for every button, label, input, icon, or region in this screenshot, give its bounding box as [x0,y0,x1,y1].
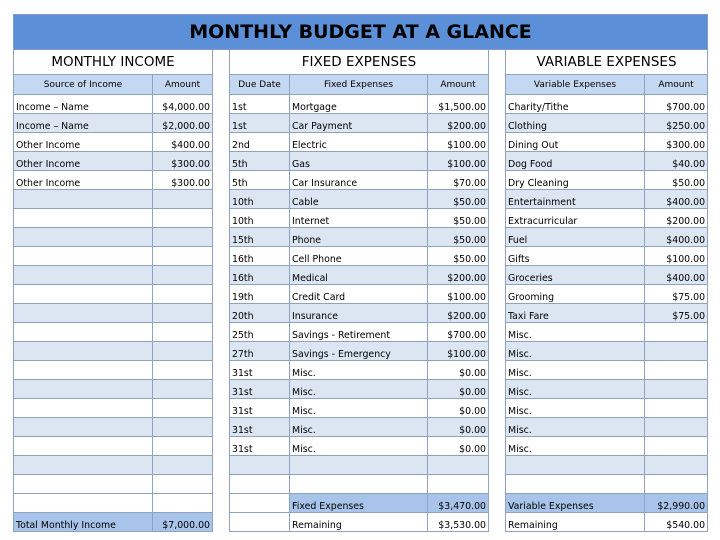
total-income-label: Total Monthly Income [14,513,153,532]
variable-expense-amount-cell[interactable]: $250.00 [645,114,708,133]
variable-expense-amount-cell[interactable]: $400.00 [645,228,708,247]
fixed-expense-amount-cell[interactable]: $200.00 [428,304,489,323]
variable-expense-amount-cell[interactable] [645,361,708,380]
variable-expense-name-cell[interactable]: Taxi Fare [506,304,645,323]
table-row [14,342,708,361]
fixed-expense-name-cell[interactable] [290,475,428,494]
income-source-cell[interactable] [14,342,153,361]
fixed-expense-amount-cell[interactable]: $50.00 [428,247,489,266]
fixed-expense-name-cell[interactable]: Misc. [290,437,428,456]
fixed-expense-amount-cell[interactable]: $0.00 [428,361,489,380]
fixed-expense-amount-cell[interactable]: $50.00 [428,209,489,228]
due-date-cell[interactable]: 31st [230,437,290,456]
variable-expense-name-cell[interactable]: Dog Food [506,152,645,171]
income-source-cell[interactable] [14,418,153,437]
variable-expense-name-cell[interactable]: Misc. [506,380,645,399]
table-row [14,456,708,475]
income-amount-cell[interactable]: $300.00 [153,152,213,171]
variable-expense-name-cell[interactable]: Gifts [506,247,645,266]
fixed-expense-amount-cell[interactable]: $0.00 [428,380,489,399]
income-amount-cell[interactable]: $2,000.00 [153,114,213,133]
fixed-expense-amount-cell[interactable]: $0.00 [428,418,489,437]
fixed-remaining-label: Remaining [290,513,428,532]
fixed-expense-name-cell[interactable]: Car Insurance [290,171,428,190]
table-row [14,266,708,285]
table-row [14,95,708,114]
table-row [14,361,708,380]
variable-expense-amount-cell[interactable] [645,342,708,361]
due-date-cell[interactable]: 31st [230,361,290,380]
col-income-amount: Amount [153,75,213,95]
table-row [14,399,708,418]
fixed-expense-amount-cell[interactable]: $700.00 [428,323,489,342]
income-amount-cell[interactable]: $300.00 [153,171,213,190]
income-source-cell[interactable] [14,285,153,304]
fixed-expenses-heading: FIXED EXPENSES [230,50,489,75]
col-source-of-income: Source of Income [14,75,153,95]
variable-expense-amount-cell[interactable] [645,399,708,418]
fixed-expense-name-cell[interactable]: Credit Card [290,285,428,304]
table-row [14,228,708,247]
fixed-expense-name-cell[interactable]: Car Payment [290,114,428,133]
income-source-cell[interactable] [14,209,153,228]
monthly-income-heading: MONTHLY INCOME [14,50,213,75]
fixed-expense-name-cell[interactable]: Medical [290,266,428,285]
income-amount-cell[interactable] [153,437,213,456]
fixed-expense-amount-cell[interactable] [428,456,489,475]
income-amount-cell[interactable] [153,456,213,475]
table-row [14,285,708,304]
col-due-date: Due Date [230,75,290,95]
income-amount-cell[interactable] [153,266,213,285]
income-amount-cell[interactable] [153,209,213,228]
fixed-expense-name-cell[interactable]: Misc. [290,418,428,437]
due-date-cell[interactable] [230,475,290,494]
due-date-cell[interactable]: 25th [230,323,290,342]
variable-expense-name-cell[interactable]: Entertainment [506,190,645,209]
column-header-row [14,75,708,95]
due-date-cell[interactable]: 2nd [230,133,290,152]
income-source-cell[interactable] [14,190,153,209]
table-row [14,190,708,209]
variable-expense-amount-cell[interactable]: $75.00 [645,285,708,304]
due-date-cell[interactable]: 5th [230,171,290,190]
income-amount-cell[interactable] [153,228,213,247]
income-amount-cell[interactable] [153,361,213,380]
income-amount-cell[interactable] [153,342,213,361]
fixed-remaining-value[interactable]: $3,530.00 [428,513,489,532]
variable-expense-amount-cell[interactable] [645,456,708,475]
income-source-cell[interactable] [14,228,153,247]
total-income-value[interactable]: $7,000.00 [153,513,213,532]
fixed-expense-amount-cell[interactable]: $100.00 [428,342,489,361]
variable-expense-name-cell[interactable]: Misc. [506,399,645,418]
variable-expense-amount-cell[interactable]: $300.00 [645,133,708,152]
variable-expense-amount-cell[interactable]: $400.00 [645,190,708,209]
fixed-expense-amount-cell[interactable]: $200.00 [428,266,489,285]
due-date-cell[interactable]: 31st [230,418,290,437]
variable-expense-name-cell[interactable]: Dining Out [506,133,645,152]
col-fixed-amount: Amount [428,75,489,95]
fixed-expense-amount-cell[interactable]: $0.00 [428,437,489,456]
expense-totals-row [14,494,708,513]
income-amount-cell[interactable] [153,323,213,342]
fixed-expense-name-cell[interactable]: Savings - Emergency [290,342,428,361]
fixed-expense-name-cell[interactable]: Phone [290,228,428,247]
variable-expense-name-cell[interactable] [506,456,645,475]
variable-expense-name-cell[interactable]: Charity/Tithe [506,95,645,114]
variable-expense-amount-cell[interactable]: $100.00 [645,247,708,266]
fixed-expense-name-cell[interactable]: Misc. [290,399,428,418]
table-row [14,437,708,456]
income-source-cell[interactable] [14,266,153,285]
fixed-expense-amount-cell[interactable]: $50.00 [428,190,489,209]
due-date-cell[interactable]: 5th [230,152,290,171]
due-date-cell[interactable]: 16th [230,247,290,266]
col-variable-amount: Amount [645,75,708,95]
variable-expense-name-cell[interactable]: Misc. [506,323,645,342]
variable-expense-amount-cell[interactable] [645,380,708,399]
table-row [14,209,708,228]
variable-remaining-value[interactable]: $540.00 [645,513,708,532]
income-source-cell[interactable] [14,475,153,494]
fixed-expense-amount-cell[interactable]: $100.00 [428,285,489,304]
due-date-cell[interactable]: 20th [230,304,290,323]
table-row [14,133,708,152]
fixed-expenses-total[interactable]: $3,470.00 [428,494,489,513]
due-date-cell[interactable]: 16th [230,266,290,285]
due-date-cell[interactable]: 10th [230,190,290,209]
income-amount-cell[interactable] [153,399,213,418]
table-row [14,171,708,190]
variable-expense-amount-cell[interactable]: $700.00 [645,95,708,114]
fixed-expense-name-cell[interactable]: Misc. [290,361,428,380]
variable-expense-amount-cell[interactable] [645,418,708,437]
fixed-expense-name-cell[interactable]: Gas [290,152,428,171]
fixed-expense-amount-cell[interactable]: $70.00 [428,171,489,190]
section-header-row [14,50,708,75]
due-date-cell[interactable]: 31st [230,399,290,418]
variable-expense-name-cell[interactable]: Grooming [506,285,645,304]
variable-expense-name-cell[interactable]: Misc. [506,437,645,456]
due-date-cell[interactable]: 1st [230,114,290,133]
variable-expense-amount-cell[interactable]: $400.00 [645,266,708,285]
fixed-expense-amount-cell[interactable]: $100.00 [428,133,489,152]
due-date-cell[interactable]: 10th [230,209,290,228]
variable-expense-amount-cell[interactable] [645,475,708,494]
fixed-expense-amount-cell[interactable]: $0.00 [428,399,489,418]
income-source-cell[interactable]: Other Income [14,152,153,171]
variable-expenses-total[interactable]: $2,990.00 [645,494,708,513]
income-source-cell[interactable]: Income – Name [14,114,153,133]
budget-table [13,14,708,532]
due-date-cell[interactable]: 27th [230,342,290,361]
variable-expenses-total-label: Variable Expenses [506,494,645,513]
income-source-cell[interactable] [14,456,153,475]
due-date-cell[interactable] [230,456,290,475]
income-amount-cell[interactable] [153,247,213,266]
remaining-row [14,513,708,532]
income-source-cell[interactable]: Other Income [14,171,153,190]
variable-expense-amount-cell[interactable]: $200.00 [645,209,708,228]
fixed-expense-name-cell[interactable]: Cell Phone [290,247,428,266]
variable-expense-amount-cell[interactable]: $75.00 [645,304,708,323]
fixed-expense-amount-cell[interactable]: $50.00 [428,228,489,247]
table-row [14,152,708,171]
table-row [14,380,708,399]
table-row [14,304,708,323]
fixed-expense-name-cell[interactable]: Insurance [290,304,428,323]
income-amount-cell[interactable]: $4,000.00 [153,95,213,114]
due-date-cell[interactable]: 1st [230,95,290,114]
income-source-cell[interactable] [14,361,153,380]
variable-expenses-heading: VARIABLE EXPENSES [506,50,708,75]
fixed-expense-name-cell[interactable]: Internet [290,209,428,228]
budget-sheet [13,14,707,532]
income-source-cell[interactable] [14,437,153,456]
page-title: MONTHLY BUDGET AT A GLANCE [14,15,708,50]
income-amount-cell[interactable] [153,380,213,399]
variable-remaining-label: Remaining [506,513,645,532]
income-source-cell[interactable]: Income – Name [14,95,153,114]
title-row [14,15,708,50]
income-source-cell[interactable] [14,304,153,323]
income-amount-cell[interactable] [153,285,213,304]
fixed-expense-amount-cell[interactable]: $100.00 [428,152,489,171]
variable-expense-name-cell[interactable] [506,475,645,494]
variable-expense-amount-cell[interactable]: $50.00 [645,171,708,190]
income-amount-cell[interactable] [153,304,213,323]
due-date-cell[interactable]: 15th [230,228,290,247]
table-row [14,114,708,133]
table-row [14,418,708,437]
due-date-cell[interactable]: 31st [230,380,290,399]
fixed-expense-amount-cell[interactable]: $200.00 [428,114,489,133]
variable-expense-amount-cell[interactable] [645,437,708,456]
table-row [14,247,708,266]
variable-expense-name-cell[interactable]: Fuel [506,228,645,247]
fixed-expense-name-cell[interactable]: Savings - Retirement [290,323,428,342]
fixed-expenses-total-label: Fixed Expenses [290,494,428,513]
variable-expense-name-cell[interactable]: Dry Cleaning [506,171,645,190]
fixed-expense-name-cell[interactable]: Cable [290,190,428,209]
income-source-cell[interactable] [14,399,153,418]
income-source-cell[interactable] [14,323,153,342]
variable-expense-name-cell[interactable]: Misc. [506,418,645,437]
due-date-cell[interactable]: 19th [230,285,290,304]
income-source-cell[interactable]: Other Income [14,133,153,152]
fixed-expense-amount-cell[interactable] [428,475,489,494]
variable-expense-name-cell[interactable]: Clothing [506,114,645,133]
fixed-expense-name-cell[interactable]: Electric [290,133,428,152]
income-amount-cell[interactable] [153,190,213,209]
variable-expense-amount-cell[interactable] [645,323,708,342]
fixed-expense-name-cell[interactable]: Misc. [290,380,428,399]
table-row [14,475,708,494]
fixed-expense-name-cell[interactable] [290,456,428,475]
col-fixed-expenses: Fixed Expenses [290,75,428,95]
table-row [14,323,708,342]
income-source-cell[interactable] [14,380,153,399]
fixed-expense-name-cell[interactable]: Mortgage [290,95,428,114]
variable-expense-name-cell[interactable]: Misc. [506,342,645,361]
fixed-expense-amount-cell[interactable]: $1,500.00 [428,95,489,114]
variable-expense-name-cell[interactable]: Groceries [506,266,645,285]
variable-expense-name-cell[interactable]: Misc. [506,361,645,380]
variable-expense-name-cell[interactable]: Extracurricular [506,209,645,228]
col-variable-expenses: Variable Expenses [506,75,645,95]
income-source-cell[interactable] [14,247,153,266]
income-amount-cell[interactable]: $400.00 [153,133,213,152]
income-amount-cell[interactable] [153,475,213,494]
variable-expense-amount-cell[interactable]: $40.00 [645,152,708,171]
income-amount-cell[interactable] [153,418,213,437]
